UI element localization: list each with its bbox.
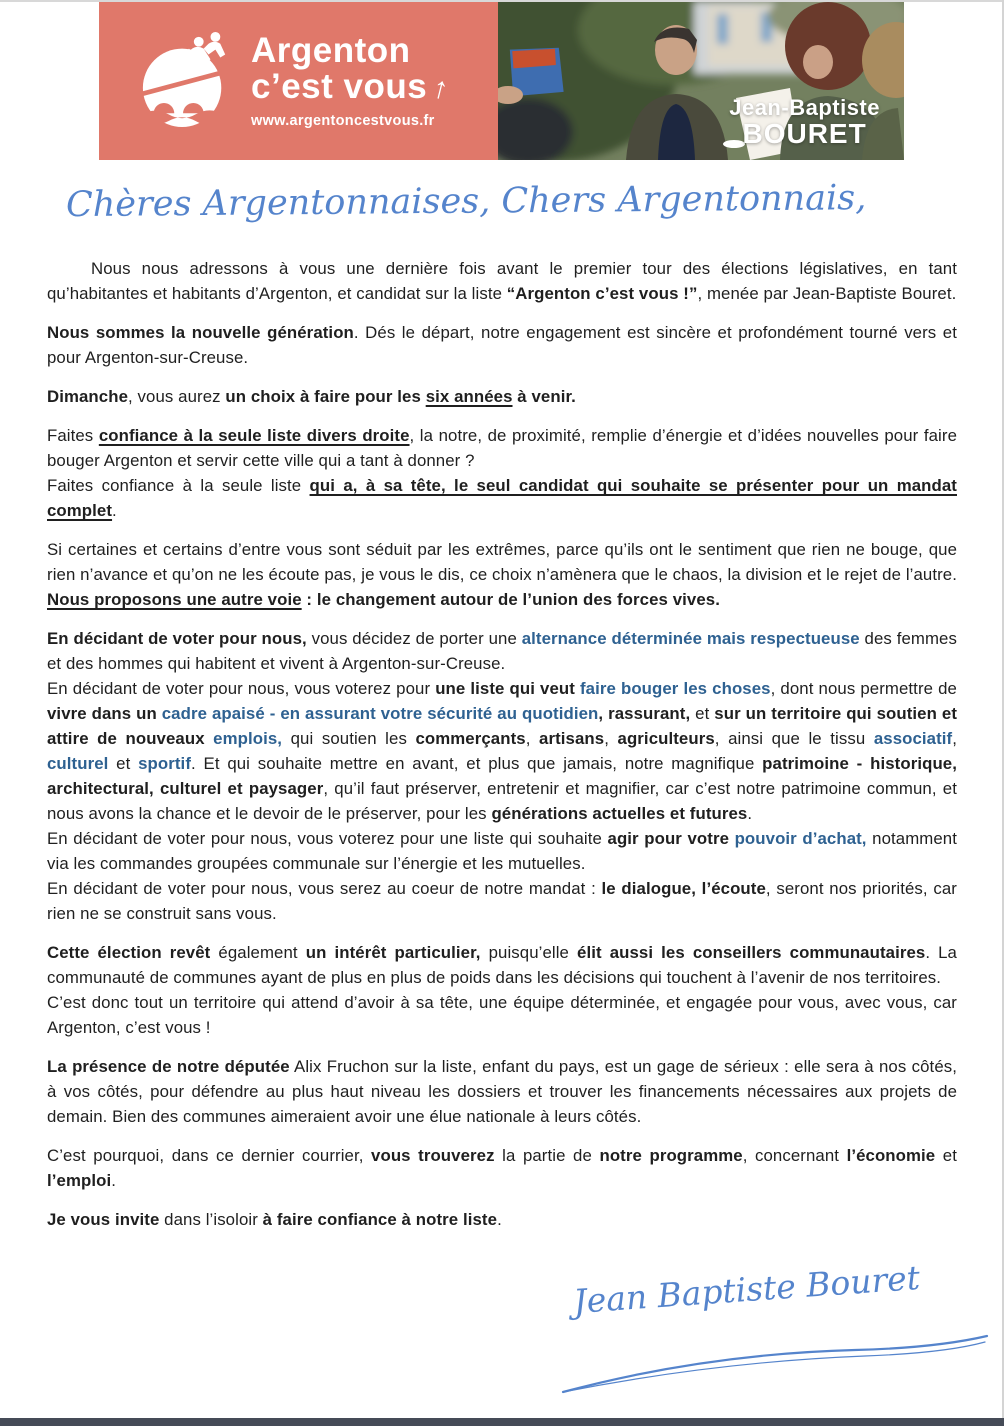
text-run: , dont nous permettre de xyxy=(770,679,957,698)
text-run: C’est donc tout un territoire qui attend d’avoir à sa tête, une équipe déterminée, et engagée pour vous, avec vous, car Argenton, c’est vous ! xyxy=(47,993,957,1037)
text-run: , ainsi que le tissu xyxy=(714,729,874,748)
text-run: notamment via les commandes groupées communale sur l’énergie et les mutuelles. xyxy=(47,829,957,873)
text-run: dans l’isoloir xyxy=(159,1210,263,1229)
text-run: Faites xyxy=(47,426,99,445)
footer-bar xyxy=(0,1418,1004,1426)
text-run: , concernant xyxy=(742,1146,847,1165)
text-run: l’économie xyxy=(846,1146,936,1165)
text-run: vous trouverez xyxy=(371,1146,495,1165)
text-run: Faites confiance à la seule liste xyxy=(47,476,310,495)
text-run: Nous proposons une autre voie xyxy=(47,590,302,609)
exclamation-arrow-icon: ↑ xyxy=(429,70,453,107)
text-run: l’emploi xyxy=(47,1171,112,1190)
paragraph xyxy=(47,940,957,1040)
text-run: une liste qui veut xyxy=(435,679,580,698)
text-run: , qu’il faut préserver, entretenir et magnifier, car c’est notre patrimoine commun, et nous avons la chance et le devoir de le préserver, pour les xyxy=(47,779,957,823)
signature-flourish xyxy=(555,1306,995,1406)
brand-title-line1: Argenton xyxy=(251,30,411,70)
text-run: , la notre, de proximité, remplie d’énergie et d’idées nouvelles pour faire bouger Argenton et servir cette ville qui a tant à donner ? xyxy=(47,426,958,470)
paragraph xyxy=(47,1143,957,1193)
text-run: vous décidez de porter une xyxy=(306,629,522,648)
text-run: : le changement autour de l’union des forces vives. xyxy=(301,590,720,609)
text-run: associatif xyxy=(873,729,953,748)
text-run: également xyxy=(210,943,306,962)
text-run: et xyxy=(935,1146,957,1165)
text-run: un choix à faire pour les xyxy=(225,387,426,406)
text-run: . La communauté de communes ayant de plus en plus de poids dans les décisions qui touchent à l’avenir de nos territoires. xyxy=(47,943,957,987)
handwritten-signature: Jean Baptiste Bouret xyxy=(572,1257,922,1322)
text-run: agir pour votre xyxy=(607,829,735,848)
text-run: élit aussi les conseillers communautaires xyxy=(577,943,926,962)
paragraph xyxy=(47,1207,957,1232)
paragraph xyxy=(47,423,957,523)
text-run: commerçants xyxy=(415,729,526,748)
paragraph xyxy=(47,626,957,926)
text-run: , xyxy=(525,729,540,748)
text-run: Nous sommes la nouvelle génération xyxy=(47,323,354,342)
text-run: En décidant de voter pour nous, vous serez au coeur de notre mandat : xyxy=(47,879,602,898)
text-run: , xyxy=(952,729,958,748)
text-run: confiance à la seule liste divers droite xyxy=(98,426,410,445)
text-run: En décidant de voter pour nous, xyxy=(47,629,307,648)
text-run: Dimanche xyxy=(47,387,129,406)
signature-block xyxy=(555,1257,995,1408)
candidate-photo xyxy=(498,2,904,160)
text-run: . xyxy=(747,804,753,823)
text-run: le dialogue, l’écoute xyxy=(601,879,766,898)
text-run: à venir. xyxy=(512,387,576,406)
header-banner xyxy=(99,2,904,160)
candidate-first-name: Jean-Baptiste xyxy=(729,94,880,120)
text-run: sur un territoire qui soutien et attire de nouveaux xyxy=(47,704,958,748)
brand-text xyxy=(251,30,453,130)
text-run: , vous aurez xyxy=(128,387,226,406)
text-run: et xyxy=(108,754,139,773)
text-run: . xyxy=(497,1210,502,1229)
text-run: Si certaines et certains d’entre vous sont séduit par les extrêmes, parce qu’ils ont le sentiment que rien ne bouge, que rien n’avance et qu’on ne les écoute pas, je vous le dis, ce choix n’amènera que le chaos, la division et le rejet de l’autre. xyxy=(47,540,957,584)
brand-panel xyxy=(99,2,498,160)
text-run: cadre apaisé - en assurant votre sécurité au quotidien xyxy=(161,704,599,723)
brand-title-line2: c’est vous xyxy=(251,67,428,106)
brand-website: www.argentoncestvous.fr xyxy=(251,113,435,130)
text-run: Nous nous adressons à vous une dernière fois avant le premier tour des élections législatives, en tant qu’habitantes et habitants d’Argenton, et candidat sur la liste xyxy=(47,259,957,303)
text-run: patrimoine - historique, architectural, culturel et paysager xyxy=(47,754,957,798)
text-run: , xyxy=(604,729,618,748)
text-run: sportif xyxy=(138,754,192,773)
text-run: , menée par Jean-Baptiste Bouret. xyxy=(697,284,957,303)
text-run: à faire confiance à notre liste xyxy=(262,1210,498,1229)
text-run: puisqu’elle xyxy=(480,943,578,962)
text-run: agriculteurs xyxy=(617,729,715,748)
paragraph xyxy=(47,384,957,409)
paragraph xyxy=(47,320,957,370)
text-run: la partie de xyxy=(494,1146,600,1165)
text-run: alternance déterminée mais respectueuse xyxy=(521,629,860,648)
text-run: pouvoir d’achat, xyxy=(734,829,867,848)
text-run: Je vous invite xyxy=(47,1210,160,1229)
text-run: notre programme xyxy=(599,1146,743,1165)
text-run: qui a, à sa tête, le seul candidat qui souhaite se présenter pour un mandat complet xyxy=(47,476,957,520)
text-run: faire bouger les choses xyxy=(579,679,771,698)
text-run: . Dés le départ, notre engagement est sincère et profondément tourné vers et pour Argenton-sur-Creuse. xyxy=(47,323,957,367)
text-run: . xyxy=(112,501,117,520)
text-run: . xyxy=(111,1171,116,1190)
paragraph xyxy=(47,1054,957,1129)
text-run: qui soutien les xyxy=(282,729,416,748)
text-run: emplois, xyxy=(213,729,283,748)
text-run: . Et qui souhaite mettre en avant, et plus que jamais, notre magnifique xyxy=(191,754,763,773)
text-run: “Argenton c’est vous !” xyxy=(506,284,698,303)
paragraph xyxy=(47,256,957,306)
text-run: et xyxy=(690,704,715,723)
letter-body xyxy=(47,256,957,1246)
text-run: artisans xyxy=(539,729,605,748)
text-run: En décidant de voter pour nous, vous voterez pour xyxy=(47,679,436,698)
text-run: La présence de notre députée xyxy=(47,1057,290,1076)
text-run: un intérêt particulier, xyxy=(305,943,481,962)
argenton-bridge-logo-icon xyxy=(137,25,235,138)
handwritten-greeting: Chères Argentonnaises, Chers Argentonnais, xyxy=(65,178,867,226)
text-run: , seront nos priorités, car rien ne se construit sans vous. xyxy=(47,879,957,923)
text-run: des femmes et des hommes qui habitent et vivent à Argenton-sur-Creuse. xyxy=(47,629,957,673)
text-run: , rassurant, xyxy=(598,704,691,723)
text-run: Cette élection revêt xyxy=(47,943,211,962)
text-run: En décidant de voter pour nous, vous voterez pour une liste qui souhaite xyxy=(47,829,608,848)
candidate-last-name: BOURET xyxy=(742,117,867,149)
text-run: C’est pourquoi, dans ce dernier courrier, xyxy=(47,1146,372,1165)
text-run: vivre dans un xyxy=(47,704,162,723)
candidate-name-overlay xyxy=(729,96,880,148)
text-run: générations actuelles et futures xyxy=(491,804,748,823)
text-run: Alix Fruchon sur la liste, enfant du pays, est un gage de sérieux : elle sera à nos côtés, à vos côtés, pour défendre au plus haut niveau les dossiers et trouver les financements nécessaires aux projets de demain. Bien des communes aimeraient avoir une élue nationale à leurs côtés. xyxy=(47,1057,958,1126)
paragraph xyxy=(47,537,957,612)
text-run: six années xyxy=(425,387,513,406)
text-run: culturel xyxy=(47,754,109,773)
